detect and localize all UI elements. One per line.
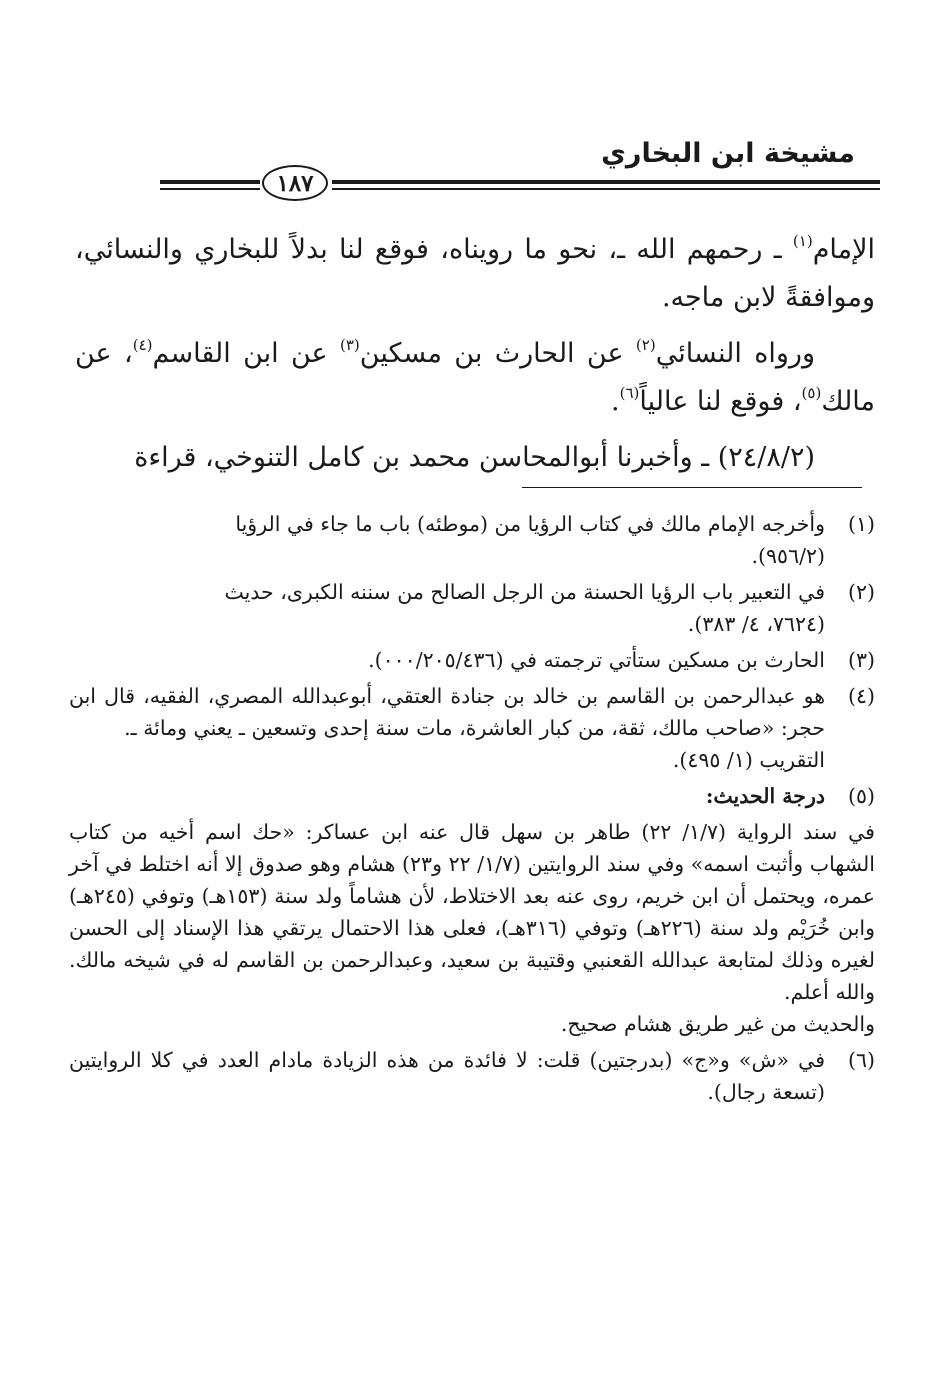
hadith-grade-heading: درجة الحديث: — [705, 784, 825, 808]
footnote-number: (٣) — [847, 648, 875, 672]
text-run: عن الحارث بن مسكين — [359, 338, 636, 369]
footnote-text — [69, 508, 825, 572]
footnote-ref: (٦) — [619, 384, 640, 402]
text-run: ، فوقع لنا عالياً — [639, 386, 802, 417]
footnote-text — [69, 1044, 825, 1108]
footnote-3 — [69, 644, 875, 676]
footnote-1 — [69, 508, 875, 572]
footnote-5-body — [69, 816, 875, 1040]
footnote-number: (٦) — [847, 1048, 875, 1072]
text-run: ، عن مالك — [75, 338, 875, 417]
footnote-line: التقريب (١/ ٤٩٥). — [672, 748, 825, 772]
header-rule-left-thin — [160, 188, 260, 190]
paragraph-2 — [75, 330, 875, 426]
footnote-closing: والحديث من غير طريق هشام صحيح. — [560, 1012, 875, 1036]
footnote-ref: (٤) — [132, 336, 153, 354]
main-text — [75, 226, 875, 490]
footnote-text — [69, 644, 825, 676]
header-rule-right-thin — [332, 188, 880, 190]
footnote-number: (١) — [847, 512, 875, 536]
text-run: الإمام — [812, 234, 875, 265]
footnote-ref: (٥) — [801, 384, 822, 402]
footnote-paragraph: في سند الرواية (١/٧/ ٢٢) طاهر بن سهل قال عنه ابن عساكر: «حك اسم أخيه من كتاب الشهاب وأثبت اسمه» وفي سند الروايتين (١/٧/ ٢٢ و٢٣) هشام وهو صدوق إلا أنه اختلط في آخر عمره، ويحتمل أن ابن خريم، روى عنه بعد الاختلاط، لأن هشاماً ولد سنة (١٥٣هـ) وتوفي (٢٤٥هـ) وابن خُرَيْم ولد سنة (٢٢٦هـ) وتوفي (٣١٦هـ)، فعلى هذا الاحتمال يرتقي هذا الإسناد إلى الحسن لغيره وذلك لمتابعة عبدالله القعنبي وقتيبة بن سعيد، وعبدالرحمن بن القاسم له في شيخه مالك. والله أعلم. — [69, 820, 876, 1004]
footnote-ref: (٢) — [635, 336, 656, 354]
footnotes — [69, 508, 875, 1112]
footnote-number: (٢) — [847, 580, 875, 604]
paragraph-3: (٢٤/٨/٢) ـ وأخبرنا أبوالمحاسن محمد بن كامل التنوخي، قراءة — [134, 442, 815, 473]
paragraph-1 — [75, 226, 875, 322]
page-number: ١٨٧ — [262, 165, 328, 201]
footnote-line: هو عبدالرحمن بن القاسم بن خالد بن جنادة العتقي، أبوعبدالله المصري، الفقيه، قال ابن حجر: «صاحب مالك، ثقة، من كبار العاشرة، مات سنة إحدى وتسعين ـ يعني ومائة ـ. — [69, 684, 825, 740]
footnote-6 — [69, 1044, 875, 1108]
footnote-2 — [69, 576, 875, 640]
footnote-line: الحارث بن مسكين ستأتي ترجمته في (٠٠٠/٢٠٥/٤٣٦). — [368, 648, 825, 672]
footnote-number: (٤) — [847, 684, 875, 708]
book-title: مشيخة ابن البخاري — [601, 138, 855, 169]
text-run: ـ رحمهم الله ـ، نحو ما رويناه، فوقع لنا بدلاً للبخاري والنسائي، وموافقةً لابن ماجه. — [75, 234, 875, 313]
footnote-line: (٧٦٢٤، ٤/ ٣٨٣). — [687, 612, 825, 636]
footnote-text — [69, 680, 825, 776]
text-run: . — [611, 386, 620, 417]
footnote-ref: (٣) — [340, 336, 360, 354]
footnote-separator — [522, 487, 862, 488]
footnote-line: في «ش» و«ج» (بدرجتين) قلت: لا فائدة من هذه الزيادة مادام العدد في كلا الروايتين (تسعة رجال). — [69, 1048, 825, 1104]
footnote-ref: (١) — [792, 232, 813, 250]
footnote-text — [69, 576, 825, 640]
text-run: عن ابن القاسم — [152, 338, 340, 369]
footnote-line: (٩٥٦/٢). — [751, 544, 825, 568]
text-run: ورواه النسائي — [655, 338, 816, 369]
header-rule-left — [160, 180, 260, 184]
footnote-line: وأخرجه الإمام مالك في كتاب الرؤيا من (موطئه) باب ما جاء في الرؤيا — [235, 512, 825, 536]
footnote-line: في التعبير باب الرؤيا الحسنة من الرجل الصالح من سننه الكبرى، حديث — [224, 580, 825, 604]
footnote-4 — [69, 680, 875, 776]
footnote-text — [69, 780, 825, 812]
footnote-5 — [69, 780, 875, 812]
header-rule-right — [332, 180, 880, 184]
footnote-number: (٥) — [847, 784, 875, 808]
